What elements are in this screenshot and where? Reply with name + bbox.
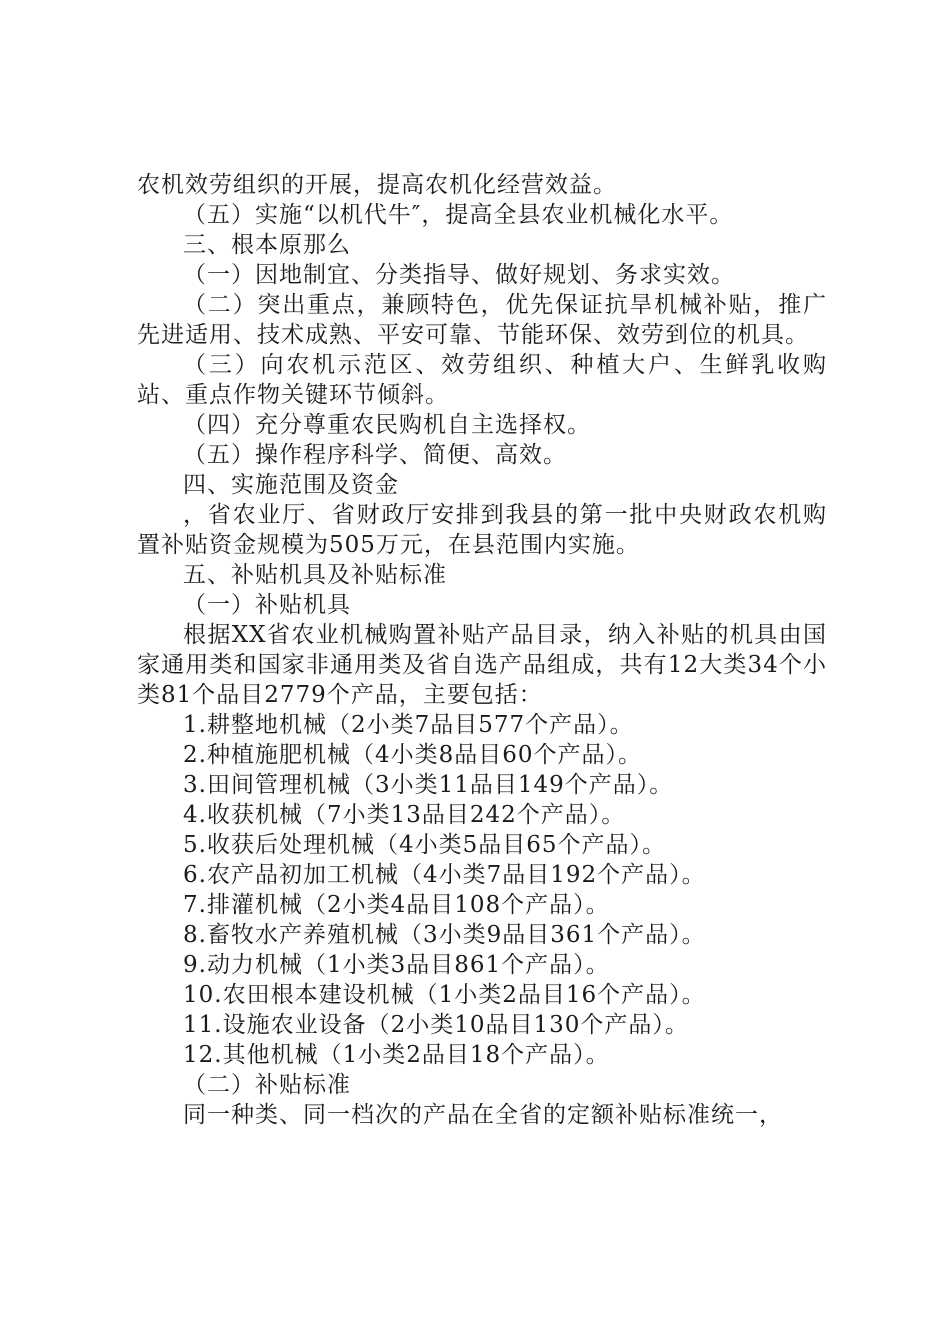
paragraph: （三）向农机示范区、效劳组织、种植大户、生鲜乳收购站、重点作物关键环节倾斜。 xyxy=(137,352,827,408)
list-item: 1.耕整地机械（2小类7品目577个产品）。 xyxy=(183,712,634,738)
list-item: 5.收获后处理机械（4小类5品目65个产品）。 xyxy=(183,832,666,858)
document-body xyxy=(137,170,827,1130)
list-item: 12.其他机械（1小类2品目18个产品）。 xyxy=(183,1042,610,1068)
paragraph: 根据XX省农业机械购置补贴产品目录，纳入补贴的机具由国家通用类和国家非通用类及省自选产品组成，共有12大类34个小类81个品目2779个产品，主要包括： xyxy=(137,622,827,708)
subsection-heading: （二）补贴标准 xyxy=(183,1072,351,1098)
paragraph: （四）充分尊重农民购机自主选择权。 xyxy=(183,412,591,438)
paragraph: （五）操作程序科学、简便、高效。 xyxy=(183,442,567,468)
list-item: 10.农田根本建设机械（1小类2品目16个产品）。 xyxy=(183,982,706,1008)
paragraph: （一）因地制宜、分类指导、做好规划、务求实效。 xyxy=(183,262,735,288)
list-item: 2.种植施肥机械（4小类8品目60个产品）。 xyxy=(183,742,642,768)
section-heading: 四、实施范围及资金 xyxy=(183,472,399,498)
paragraph: 农机效劳组织的开展，提高农机化经营效益。 xyxy=(137,172,617,198)
paragraph: （五）实施“以机代牛″，提高全县农业机械化水平。 xyxy=(183,202,734,228)
list-item: 11.设施农业设备（2小类10品目130个产品）。 xyxy=(183,1012,689,1038)
subsection-heading: （一）补贴机具 xyxy=(183,592,351,618)
list-item: 4.收获机械（7小类13品目242个产品）。 xyxy=(183,802,626,828)
paragraph: （二）突出重点，兼顾特色，优先保证抗旱机械补贴，推广先进适用、技术成熟、平安可靠、节能环保、效劳到位的机具。 xyxy=(137,292,827,348)
list-item: 7.排灌机械（2小类4品目108个产品）。 xyxy=(183,892,610,918)
list-item: 9.动力机械（1小类3品目861个产品）。 xyxy=(183,952,610,978)
list-item: 6.农产品初加工机械（4小类7品目192个产品）。 xyxy=(183,862,706,888)
section-heading: 三、根本原那么 xyxy=(183,232,351,258)
paragraph: 同一种类、同一档次的产品在全省的定额补贴标准统一， xyxy=(183,1102,783,1128)
list-item: 3.田间管理机械（3小类11品目149个产品）。 xyxy=(183,772,674,798)
paragraph: ，省农业厅、省财政厅安排到我县的第一批中央财政农机购置补贴资金规模为505万元，在县范围内实施。 xyxy=(137,502,827,558)
section-heading: 五、补贴机具及补贴标准 xyxy=(183,562,447,588)
list-item: 8.畜牧水产养殖机械（3小类9品目361个产品）。 xyxy=(183,922,706,948)
